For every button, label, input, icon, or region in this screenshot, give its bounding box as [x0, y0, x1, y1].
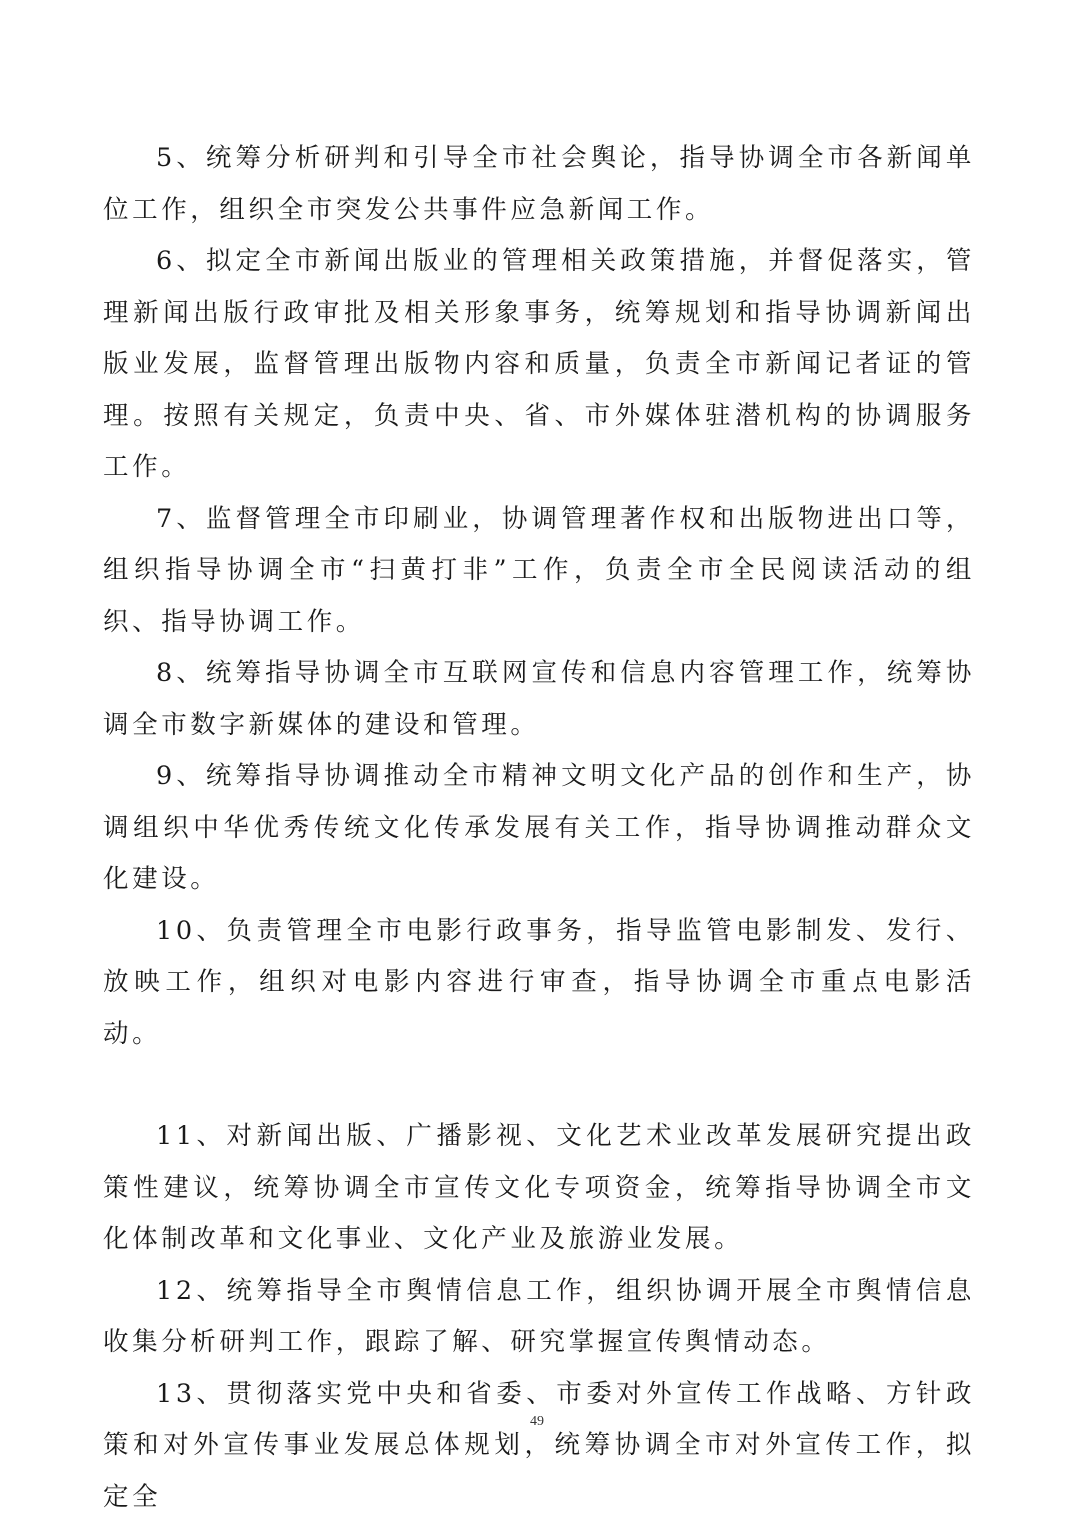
paragraph-item-12: 12、统筹指导全市舆情信息工作，组织协调开展全市舆情信息收集分析研判工作，跟踪了解、研究掌握宣传舆情动态。 — [103, 1266, 975, 1369]
document-body — [103, 133, 975, 1523]
paragraph-item-9: 9、统筹指导协调推动全市精神文明文化产品的创作和生产，协调组织中华优秀传统文化传承发展有关工作，指导协调推动群众文化建设。 — [103, 751, 975, 906]
paragraph-item-5: 5、统筹分析研判和引导全市社会舆论，指导协调全市各新闻单位工作，组织全市突发公共事件应急新闻工作。 — [103, 133, 975, 236]
paragraph-item-6: 6、拟定全市新闻出版业的管理相关政策措施，并督促落实，管理新闻出版行政审批及相关形象事务，统筹规划和指导协调新闻出版业发展，监督管理出版物内容和质量，负责全市新闻记者证的管理。按照有关规定，负责中央、省、市外媒体驻潜机构的协调服务工作。 — [103, 236, 975, 494]
page-number: 49 — [0, 1414, 1074, 1430]
paragraph-item-11: 11、对新闻出版、广播影视、文化艺术业改革发展研究提出政策性建议，统筹协调全市宣传文化专项资金，统筹指导协调全市文化体制改革和文化事业、文化产业及旅游业发展。 — [103, 1111, 975, 1266]
paragraph-item-10: 10、负责管理全市电影行政事务，指导监管电影制发、发行、放映工作，组织对电影内容进行审查，指导协调全市重点电影活动。 — [103, 906, 975, 1061]
paragraph-item-8: 8、统筹指导协调全市互联网宣传和信息内容管理工作，统筹协调全市数字新媒体的建设和管理。 — [103, 648, 975, 751]
paragraph-spacer — [103, 1060, 975, 1111]
paragraph-item-13: 13、贯彻落实党中央和省委、市委对外宣传工作战略、方针政策和对外宣传事业发展总体规划，统筹协调全市对外宣传工作，拟定全 — [103, 1369, 975, 1523]
paragraph-item-7: 7、监督管理全市印刷业，协调管理著作权和出版物进出口等，组织指导协调全市“扫黄打非”工作，负责全市全民阅读活动的组织、指导协调工作。 — [103, 494, 975, 649]
